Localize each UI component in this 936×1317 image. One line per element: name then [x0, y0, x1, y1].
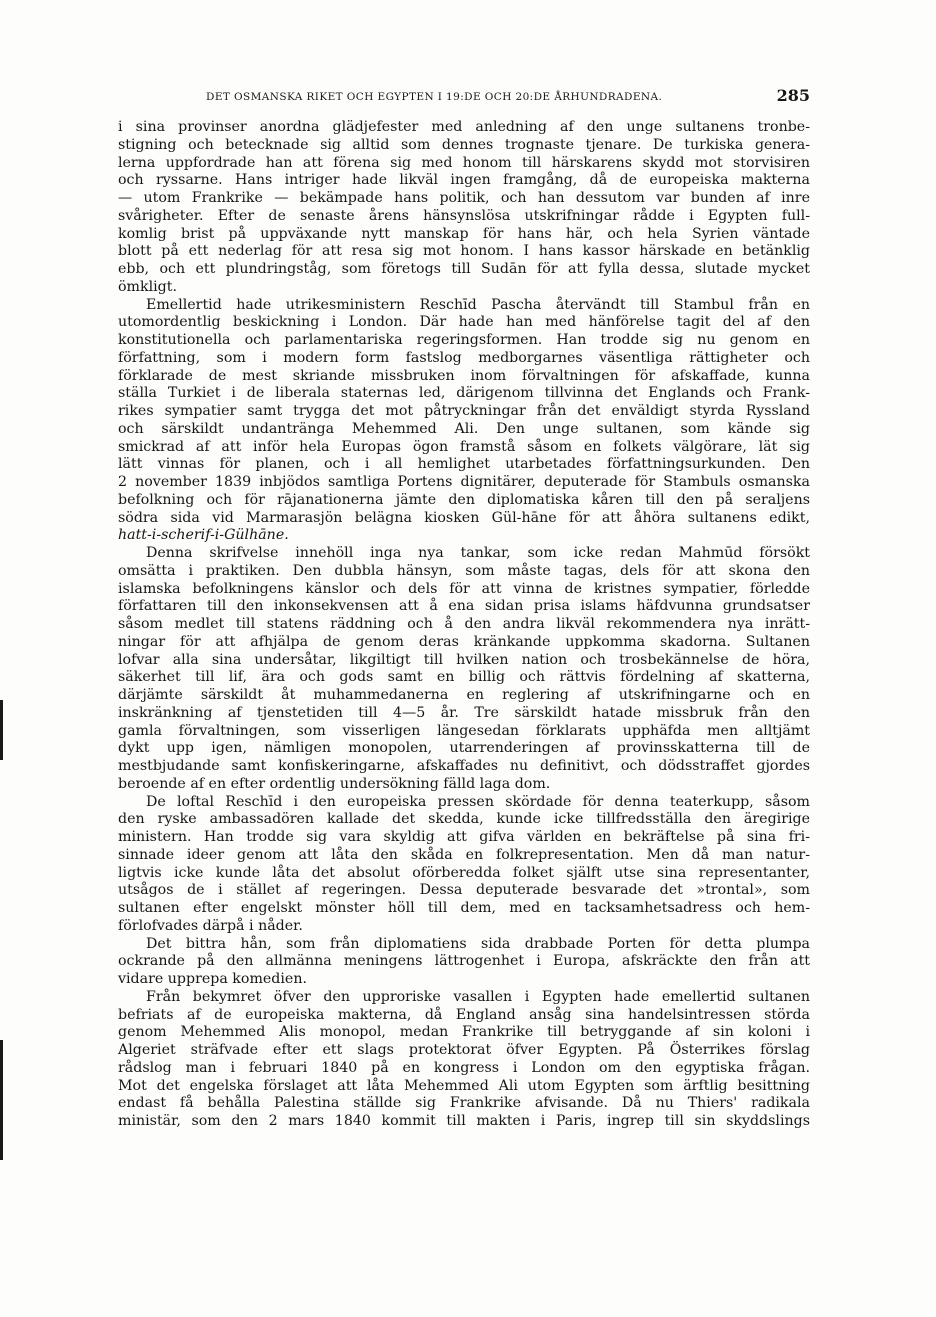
text-line: sinnade ideer genom att låta den skåda en folkrepresentation. Men då man natur- — [118, 846, 810, 863]
paragraph-start-line: Emellertid hade utrikesministern Reschīd Pascha återvändt till Stambul från en — [146, 296, 810, 313]
text-line: förklarade de mest skriande missbruken inom förvaltningen för afskaffade, kunna — [118, 367, 810, 384]
text-line: konstitutionella och parlamentariska regeringsformen. Han trodde sig nu genom en — [118, 332, 810, 348]
text-line: befriats af de europeiska makterna, då England ansåg sina handelsintressen störda — [118, 1006, 810, 1023]
text-line: beroende af en efter ordentlig undersökning fälld laga dom. — [118, 775, 551, 792]
text-line: ministern. Han trodde sig vara skyldig att gifva världen en bekräftelse på sina fri- — [118, 829, 810, 845]
text-line: förlofvades därpå i nåder. — [118, 917, 303, 934]
text-line: ligtvis icke kunde låta det absolut oförberedda folket själft utse sina representanter, — [118, 864, 810, 881]
text-line: blott på ett nederlag för att resa sig mot honom. I hans kassor härskade en betänklig — [118, 243, 810, 260]
text-line: såsom medlet till statens räddning och å den andra likväl rekommendera nya inrätt- — [118, 616, 810, 632]
text-line: mestbjudande samt konfiskeringarne, afskaffades nu definitivt, och dödsstraffet gjordes — [118, 758, 810, 774]
text-line: utsågos de i stället af regeringen. Dessa deputerade besvarade det »trontal», som — [118, 882, 810, 899]
paragraph-start-line: Det bittra hån, som från diplomatiens sida drabbade Porten för detta plumpa — [146, 935, 810, 952]
text-line: lerna uppfordrade han att förena sig med honom till härskarens skydd mot storvisiren — [118, 154, 810, 171]
paragraph-start-line: Denna skrifvelse innehöll inga nya tankar, som icke redan Mahmūd försökt — [146, 545, 810, 561]
text-line: dykt upp igen, nämligen monopolen, utarrenderingen af provinsskatterna till de — [118, 740, 810, 757]
body-text — [118, 119, 810, 1131]
text-line: rådslog man i februari 1840 på en kongress i London om den egyptiska frågan. — [118, 1059, 810, 1076]
text-line: smickrad af att inför hela Europas ögon framstå såsom en folkets välgörare, lät sig — [118, 438, 810, 455]
text-line: 2 november 1839 inbjödos samtliga Portens dignitärer, deputerade för Stambuls osmanska — [118, 474, 810, 490]
text-line: och ryssarne. Hans intriger hade likväl ingen framgång, då de europeiska makterna — [118, 172, 810, 189]
text-line: ministär, som den 2 mars 1840 kommit till makten i Paris, ingrep till sin skyddslings — [118, 1113, 810, 1129]
text-line: därjämte särskildt åt muhammedanerna en reglering af utskrifningarne och en — [118, 687, 810, 703]
text-line: ebb, och ett plundringståg, som företogs till Sudān för att fylla dessa, slutade mycket — [118, 261, 810, 277]
text-line: islamska befolkningens känslor och dels för att vinna de kristnes sympatier, förledde — [118, 580, 810, 597]
text-line: vidare upprepa komedien. — [118, 971, 307, 987]
text-line: ömkligt. — [118, 278, 177, 295]
text-line: rikes sympatier samt trygga det mot påtryckningar från det enväldigt styrda Ryssland — [118, 403, 810, 419]
text-line: endast få behålla Palestina ställde sig Frankrike afvisande. Då nu Thiers' radikala — [118, 1095, 810, 1112]
text-line: omsätta i praktiken. Den dubbla hänsyn, som måste tagas, dels för att skona den — [118, 562, 810, 579]
text-line: författaren till den inkonsekvensen att å ena sidan prisa islams häfdvunna grundsatser — [118, 598, 810, 615]
text-line: i sina provinser anordna glädjefester med anledning af den unge sultanens tronbe- — [118, 119, 810, 135]
text-line: författning, som i modern form fastslog medborgarnes väsentliga rättigheter och — [118, 349, 810, 366]
text-line: södra sida vid Marmarasjön belägna kiosken Gül-hāne för att åhöra sultanens edikt, — [118, 509, 810, 526]
running-head: DET OSMANSKA RIKET OCH EGYPTEN I 19:DE OCH 20:DE ÅRHUNDRADENA. — [206, 91, 663, 103]
text-line: Mot det engelska förslaget att låta Mehemmed Ali utom Egypten som ärftlig besittning — [118, 1077, 810, 1094]
text-line: lätt vinnas för planen, och i all hemlighet utarbetades författningsurkunden. Den — [118, 456, 810, 473]
text-line: ockrande på den allmänna meningens lättrogenhet i Europa, afskräckte den från att — [118, 953, 810, 970]
page-header — [118, 86, 810, 110]
scan-edge-mark — [0, 1040, 3, 1160]
text-line: säkerhet till lif, ära och gods samt en billig och rättvis fördelning af skatterna, — [118, 669, 810, 686]
text-line: svårigheter. Efter de senaste årens hänsynslösa utskrifningar rådde i Egypten full- — [118, 207, 810, 224]
text-line: befolkning och för rājanationerna jämte den diplomatiska kåren till den på seraljens — [118, 491, 810, 508]
text-line: inskränkning af tjenstetiden till 4—5 år. Tre särskildt hatade missbruk från den — [118, 704, 810, 721]
text-line: och särskildt undantränga Mehemmed Ali. Den unge sultanen, som kände sig — [118, 420, 810, 437]
paragraph-start-line: Från bekymret öfver den upproriske vasallen i Egypten hade emellertid sultanen — [146, 988, 810, 1005]
paragraph-start-line: De loftal Reschīd i den europeiska pressen skördade för denna teaterkupp, såsom — [146, 793, 810, 810]
text-line: gamla förvaltningen, som visserligen längesedan förklarats upphäfda men alltjämt — [118, 722, 810, 739]
text-line: ningar för att afhjälpa de genom deras kränkande uppkomma skadorna. Sultanen — [118, 633, 810, 650]
edict-title-line: hatt-i-scherif-i-Gülhāne. — [118, 527, 289, 544]
text-line: komlig brist på uppväxande nytt manskap för hans här, och hela Syrien väntade — [118, 225, 810, 242]
text-line: den ryske ambassadören kallade det skedda, kunde icke tillfredsställa den äregirige — [118, 811, 810, 828]
text-line: Algeriet sträfvade efter ett slags protektorat öfver Egypten. På Österrikes förslag — [118, 1042, 810, 1058]
text-line: — utom Frankrike — bekämpade hans politik, och han dessutom var bunden af inre — [118, 190, 810, 206]
scan-edge-mark — [0, 700, 3, 760]
text-line: genom Mehemmed Alis monopol, medan Frankrike till betryggande af sin koloni i — [118, 1024, 810, 1041]
text-line: sultanen efter engelskt mönster höll till dem, med en tacksamhetsadress och hem- — [118, 900, 810, 916]
text-line: lofvar alla sina undersåtar, likgiltigt till hvilken nation och trosbekännelse de höra, — [118, 651, 810, 668]
text-line: stigning och betecknade sig alltid som dennes trognaste tjenare. De turkiska genera- — [118, 136, 810, 153]
text-line: ställa Turkiet i de liberala staternas led, därigenom tillvinna det Englands och Frank- — [118, 385, 810, 402]
page-number: 285 — [776, 86, 810, 105]
text-line: utomordentlig beskickning i London. Där hade han med hänförelse tagit del af den — [118, 314, 810, 331]
